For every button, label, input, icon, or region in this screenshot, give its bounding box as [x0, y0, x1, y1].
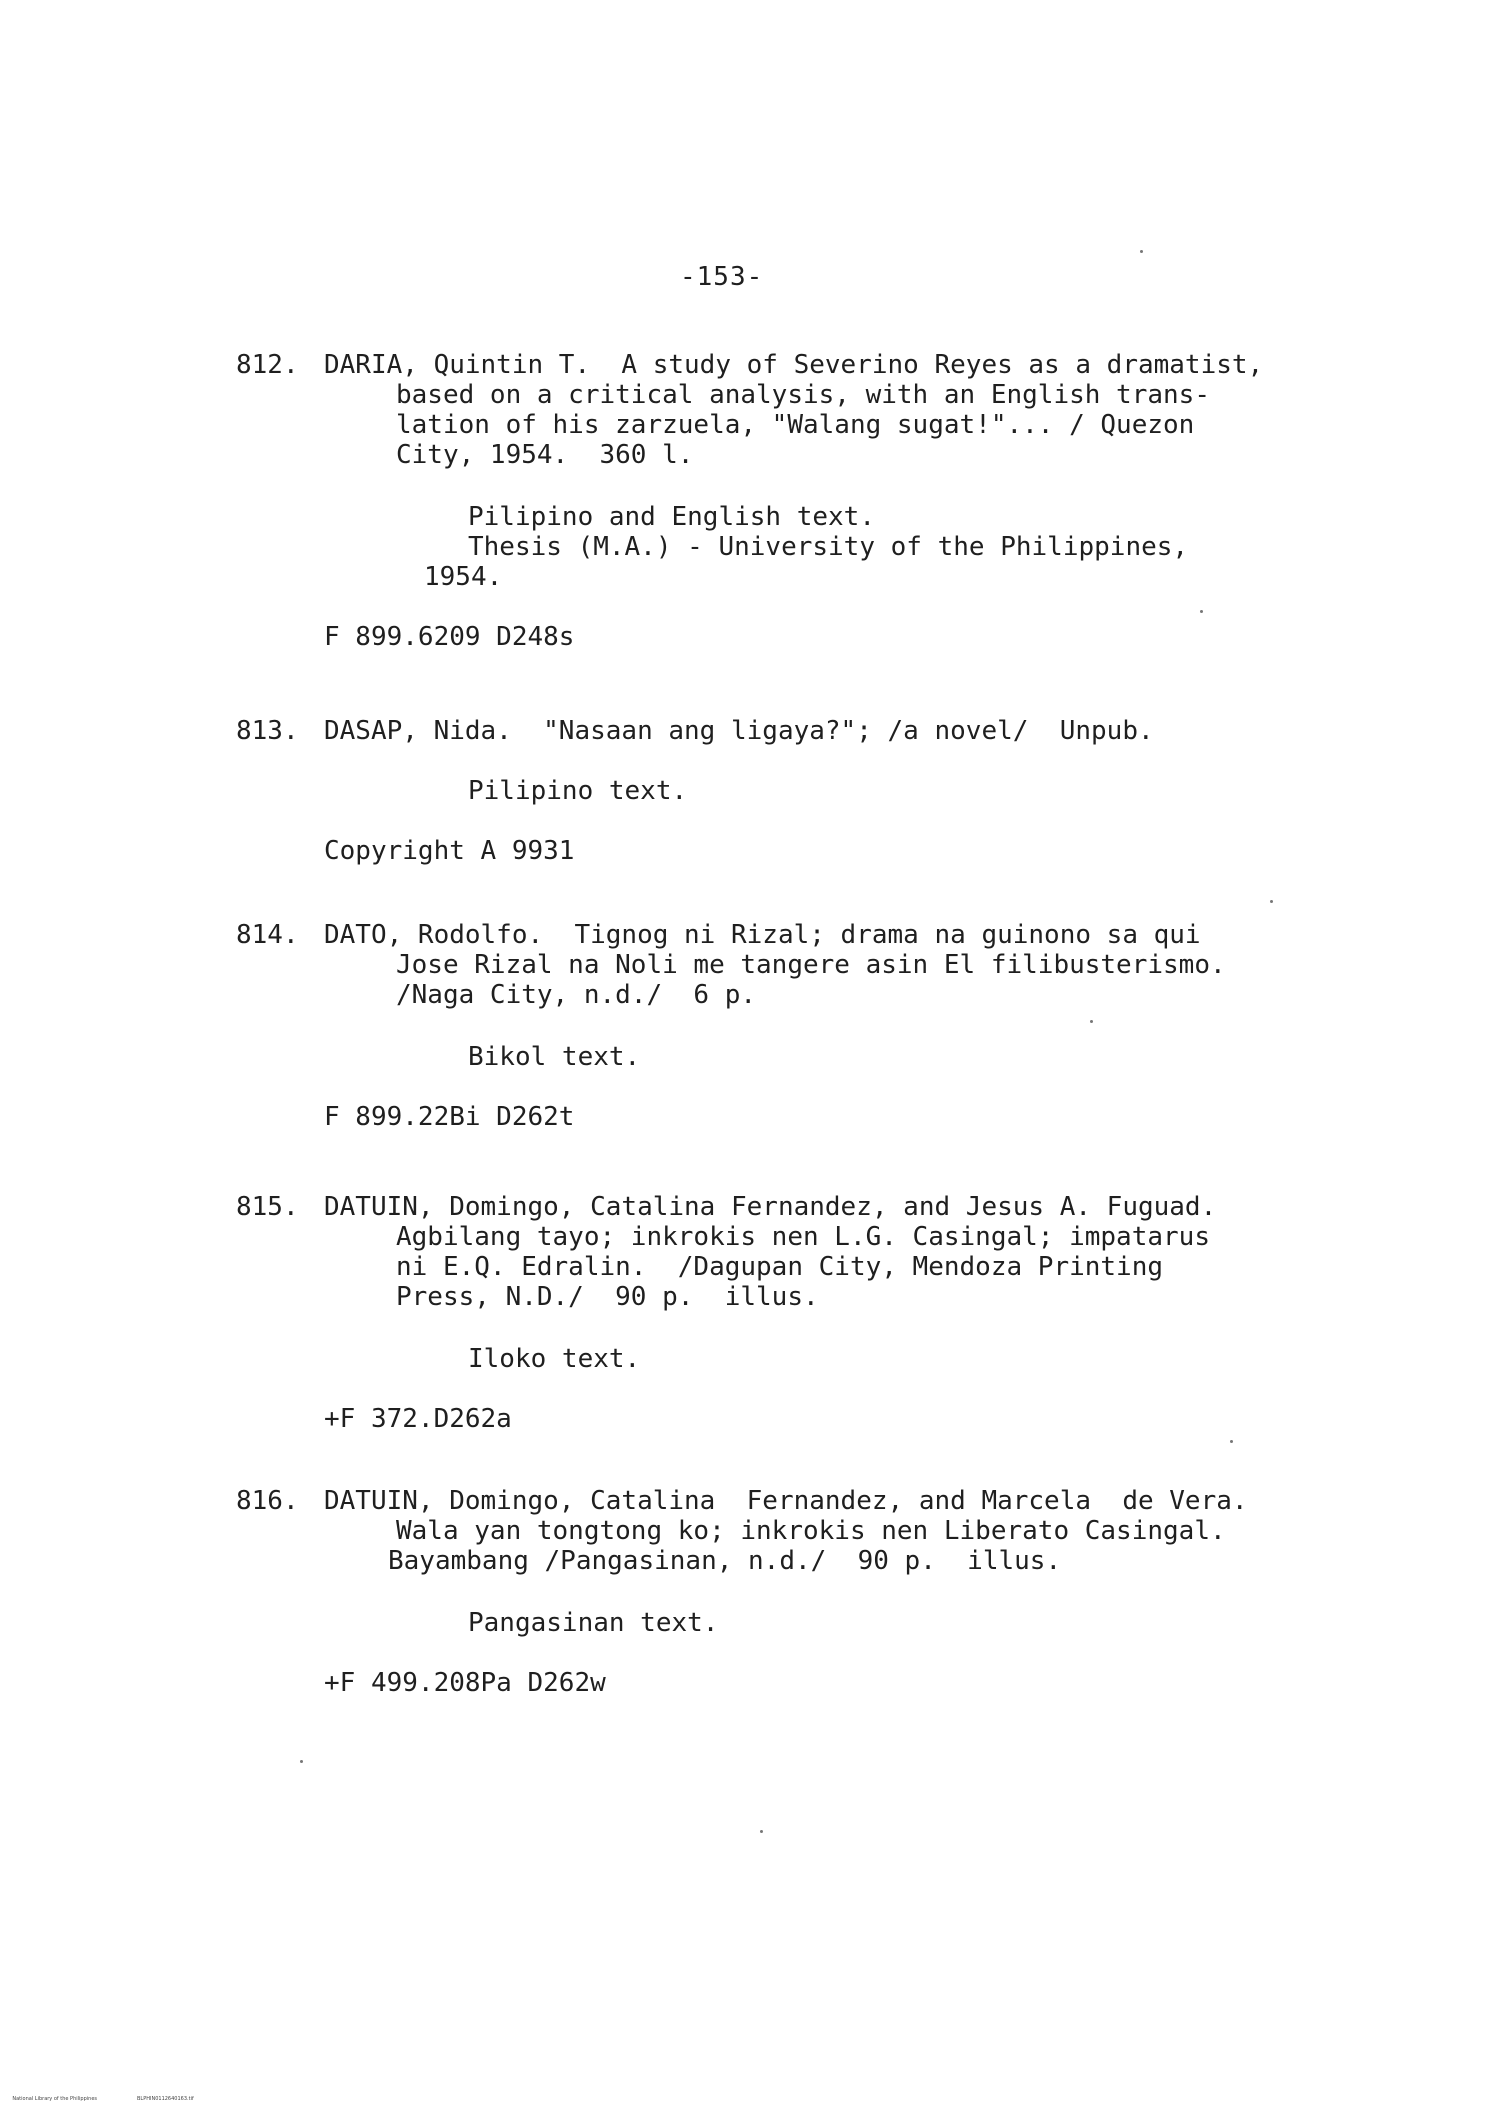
entry-line: Agbilang tayo; inkrokis nen L.G. Casingal; impatarus: [396, 1222, 1210, 1252]
entry-line: DASAP, Nida. "Nasaan ang ligaya?"; /a novel/ Unpub.: [324, 716, 1154, 746]
entry-number: 814.: [236, 920, 299, 950]
entry-line: DATO, Rodolfo. Tignog ni Rizal; drama na guinono sa qui: [324, 920, 1201, 950]
scan-footer: [6, 2090, 234, 2108]
call-number: Copyright A 9931: [324, 836, 575, 866]
entry-line: Wala yan tongtong ko; inkrokis nen Liberato Casingal.: [396, 1516, 1226, 1546]
call-number: +F 499.208Pa D262w: [324, 1668, 606, 1698]
entry-line: DARIA, Quintin T. A study of Severino Reyes as a dramatist,: [324, 350, 1264, 380]
scan-speck: [1230, 1440, 1233, 1443]
entry-line: ni E.Q. Edralin. /Dagupan City, Mendoza Printing: [396, 1252, 1164, 1282]
entry-line: Bayambang /Pangasinan, n.d./ 90 p. illus.: [388, 1546, 1062, 1576]
entry-line: City, 1954. 360 l.: [396, 440, 694, 470]
entry-line: based on a critical analysis, with an English trans-: [396, 380, 1210, 410]
entry-line: DATUIN, Domingo, Catalina Fernandez, and Marcela de Vera.: [324, 1486, 1248, 1516]
entry-number: 812.: [236, 350, 299, 380]
entry-note: 1954.: [424, 562, 503, 592]
call-number: F 899.22Bi D262t: [324, 1102, 575, 1132]
entry-note: Pangasinan text.: [468, 1608, 719, 1638]
entry-note: Bikol text.: [468, 1042, 641, 1072]
entry-line: DATUIN, Domingo, Catalina Fernandez, and Jesus A. Fuguad.: [324, 1192, 1217, 1222]
footer-source: National Library of the Philippines: [12, 2096, 97, 2102]
scan-speck: [1090, 1020, 1093, 1023]
entry-note: Pilipino text.: [468, 776, 688, 806]
scan-speck: [1270, 900, 1273, 903]
call-number: F 899.6209 D248s: [324, 622, 575, 652]
entry-line: /Naga City, n.d./ 6 p.: [396, 980, 757, 1010]
page-number: -153-: [680, 262, 764, 292]
entry-note: Iloko text.: [468, 1344, 641, 1374]
entry-line: lation of his zarzuela, "Walang sugat!"... / Quezon: [396, 410, 1195, 440]
footer-filename: BLPHIN0112640163.tif: [137, 2096, 194, 2102]
call-number: +F 372.D262a: [324, 1404, 512, 1434]
entry-number: 815.: [236, 1192, 299, 1222]
entry-note: Thesis (M.A.) - University of the Philippines,: [468, 532, 1189, 562]
entry-note: Pilipino and English text.: [468, 502, 875, 532]
entry-number: 816.: [236, 1486, 299, 1516]
scan-speck: [760, 1830, 763, 1833]
scan-speck: [1200, 610, 1203, 613]
entry-number: 813.: [236, 716, 299, 746]
entry-line: Press, N.D./ 90 p. illus.: [396, 1282, 819, 1312]
entry-line: Jose Rizal na Noli me tangere asin El filibusterismo.: [396, 950, 1226, 980]
scan-speck: [1140, 250, 1143, 253]
scan-speck: [300, 1760, 303, 1763]
